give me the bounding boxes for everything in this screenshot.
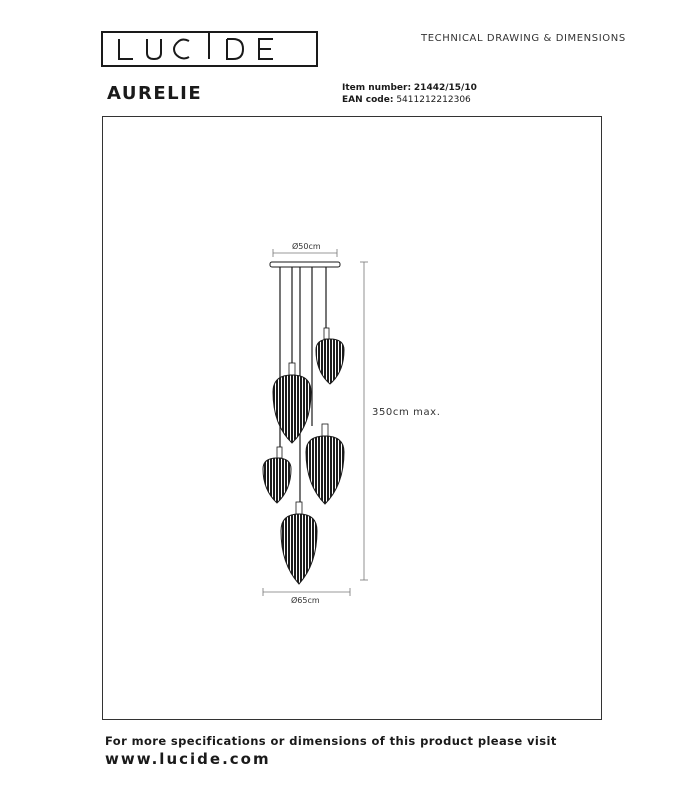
- item-number-value: 21442/15/10: [413, 83, 477, 93]
- height-dimension-line: [360, 262, 368, 580]
- pendant-shade: [306, 424, 344, 504]
- ceiling-canopy: [270, 262, 340, 267]
- footer-note: For more specifications or dimensions of this product please visit: [105, 734, 557, 748]
- item-number-label: Item number:: [342, 83, 412, 93]
- canopy-diameter-label: Ø50cm: [292, 242, 321, 251]
- pendant-shade: [316, 328, 344, 384]
- website-link[interactable]: www.lucide.com: [105, 750, 271, 768]
- spread-dimension-line: [263, 588, 350, 596]
- ean-value: 5411212212306: [396, 95, 471, 105]
- pendant-shade: [281, 502, 317, 584]
- document-type: TECHNICAL DRAWING & DIMENSIONS: [421, 33, 626, 44]
- ean-label: EAN code:: [342, 95, 394, 105]
- spread-diameter-label: Ø65cm: [291, 596, 320, 605]
- pendant-shade: [263, 447, 291, 503]
- pendant-shade: [273, 363, 311, 443]
- height-max-label: 350cm max.: [372, 407, 441, 418]
- product-name: AURELIE: [107, 83, 203, 104]
